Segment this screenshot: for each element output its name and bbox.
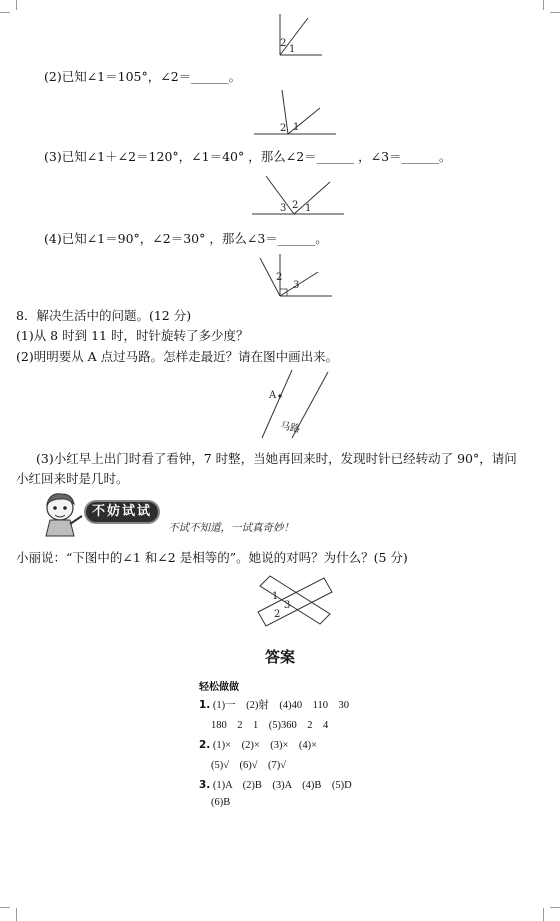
crop-mark <box>543 0 544 10</box>
angle-label: 1 <box>272 591 279 602</box>
answer-line <box>199 717 419 737</box>
crossed-strips-figure <box>254 572 336 628</box>
answer-text: 180 2 1 (5)360 2 4 <box>211 720 329 731</box>
answer-number: 3. <box>199 779 211 791</box>
answers-section-title: 轻松做做 <box>199 682 239 693</box>
angle-label: 2 <box>280 38 287 49</box>
angle-label: 1 <box>289 44 296 55</box>
answer-text: (1)一 (2)射 (4)40 110 30 <box>212 700 350 711</box>
road-figure <box>258 366 338 442</box>
question-2: (2)已知∠1＝105°，∠2＝______。 <box>44 69 242 84</box>
answer-text: (1)× (2)× (3)× (4)× <box>212 740 318 751</box>
angle-figure-1 <box>268 8 328 60</box>
answer-line <box>199 757 419 777</box>
angle-figure-2 <box>250 86 340 138</box>
angle-label: 1 <box>305 203 312 214</box>
crop-mark <box>0 12 10 13</box>
problem-8-part-1: (1)从 8 时到 11 时，时针旋转了多少度？ <box>16 328 249 343</box>
problem-8-title: 8．解决生活中的问题。(12 分) <box>16 308 192 323</box>
problem-8-part-2: (2)明明要从 A 点过马路。怎样走最近？请在图中画出来。 <box>16 349 339 364</box>
problem-8-part-3: (3)小红早上出门时看了看钟，7 时整，当她再回来时，发现时针已经转动了 90°，请问 <box>36 451 517 466</box>
question-4: (4)已知∠1＝90°，∠2＝30° ，那么∠3＝______。 <box>44 231 328 246</box>
point-a-label: A <box>269 390 277 401</box>
crop-mark <box>550 907 560 908</box>
crop-mark <box>16 0 17 10</box>
angle-figure-3 <box>248 170 348 220</box>
cartoon-boy-icon <box>38 488 90 538</box>
banner-slogan: 不试不知道，一试真奇妙！ <box>168 522 294 534</box>
banner-title: 不妨试试 <box>91 504 152 519</box>
answer-line <box>199 737 419 757</box>
answer-number: 2. <box>199 739 211 751</box>
crop-mark <box>16 908 17 921</box>
crop-mark <box>550 12 560 13</box>
angle-figure-4 <box>256 252 336 300</box>
crop-mark <box>543 908 544 921</box>
answer-line <box>199 697 419 717</box>
challenge-question: 小丽说：“下图中的∠1 和∠2 是相等的”。她说的对吗？为什么？(5 分) <box>16 550 408 565</box>
question-3: (3)已知∠1＋∠2＝120°，∠1＝40° ，那么∠2＝______ ，∠3＝______。 <box>44 149 452 164</box>
angle-label: 3 <box>280 203 287 214</box>
crop-mark <box>0 907 10 908</box>
angle-label: 2 <box>280 123 287 134</box>
answer-text: (1)A (2)B (3)A (4)B (5)D <box>212 780 352 791</box>
answer-text: (5)√ (6)√ (7)√ <box>211 760 287 771</box>
try-it-banner <box>38 488 338 538</box>
angle-label: 1 <box>293 122 300 133</box>
answer-text: (6)B <box>211 797 231 808</box>
answers-list <box>199 697 419 817</box>
answers-title: 答案 <box>264 648 295 666</box>
angle-label: 3 <box>284 600 291 611</box>
answer-line <box>199 797 419 817</box>
angle-label: 3 <box>293 280 300 291</box>
angle-label: 2 <box>292 200 299 211</box>
banner-title-plate <box>84 500 160 524</box>
problem-8-part-3-cont: 小红回来时是几时。 <box>16 471 129 486</box>
answer-line <box>199 777 419 797</box>
angle-label: 2 <box>276 272 283 283</box>
angle-label: 2 <box>274 609 281 620</box>
answer-number: 1. <box>199 699 211 711</box>
road-label: 马路 <box>279 420 301 436</box>
